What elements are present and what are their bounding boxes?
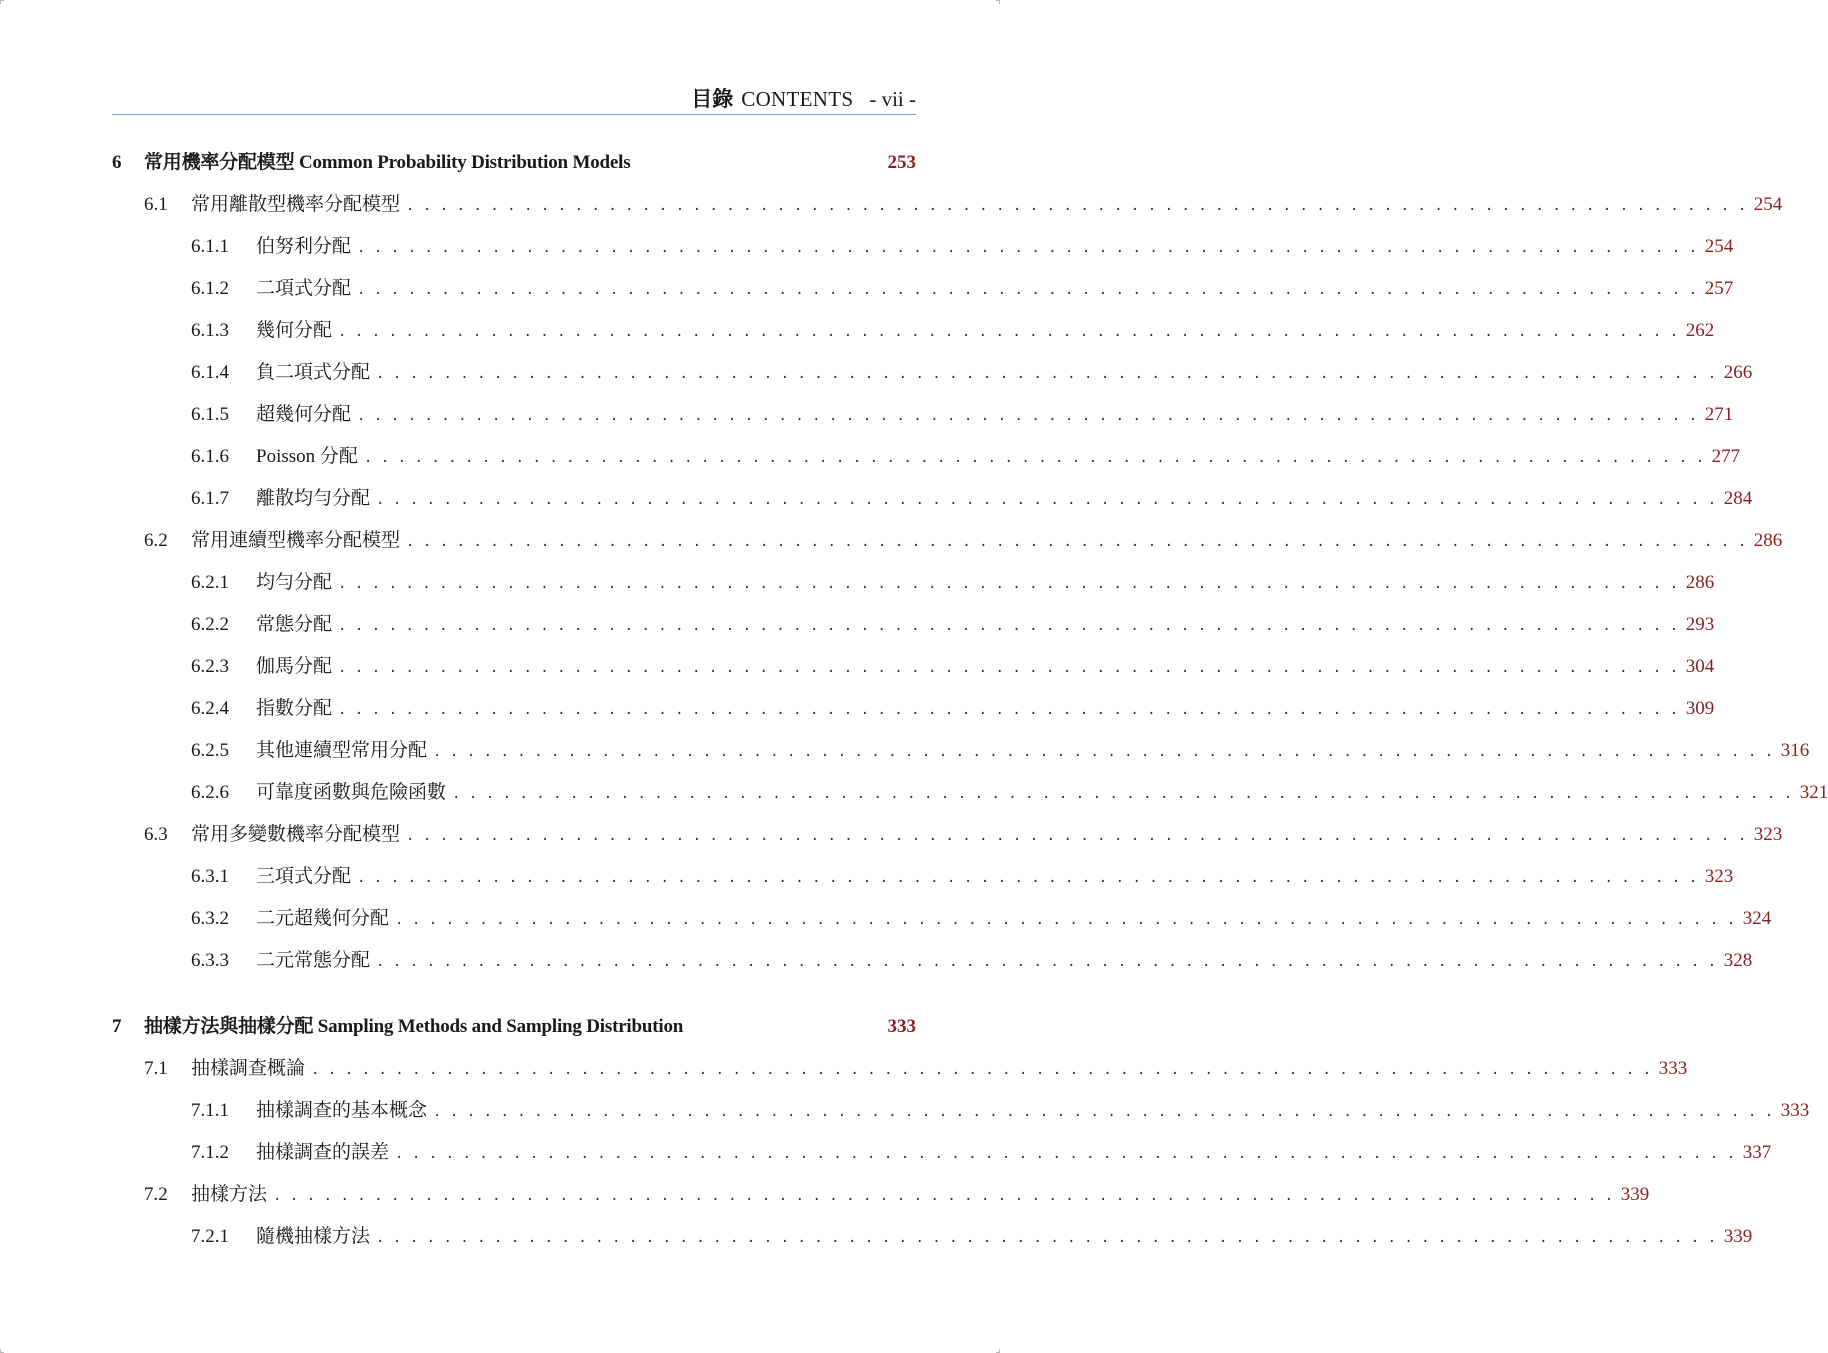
toc-entry-title: 常用多變數機率分配模型 [191,824,401,845]
toc-entry-line [256,359,1753,388]
toc-entry-line [191,191,1783,220]
toc-entry-page-number: 339 [1620,1184,1650,1205]
dot-leader: . . . . . . . . . . . . . . . . . . . . . . . . . . . . . . . . . . . . . . . . . . . . . . . . . . . . . . . . . . . . . . . . . . . . . . . . . . . . . . . . [363,450,1705,466]
toc-entry-number: 7.2 [144,1184,168,1205]
toc-entry-page-number: 266 [1723,362,1753,383]
toc-entry-number: 6.1.2 [191,278,229,299]
toc-entry-title: 負二項式分配 [256,362,371,383]
toc-subsection-entry[interactable] [0,233,1734,261]
toc-subsection-entry[interactable] [0,443,1741,471]
toc-subsection-entry[interactable] [0,947,1753,975]
header-title-en: CONTENTS [741,87,854,111]
toc-section-entry[interactable] [0,1055,1688,1083]
toc-entry-title: 均勻分配 [256,572,333,593]
toc-entry-title: 常態分配 [256,614,333,635]
dot-leader: . . . . . . . . . . . . . . . . . . . . . . . . . . . . . . . . . . . . . . . . . . . . . . . . . . . . . . . . . . . . . . . . . . . . . . . . . . . . . . . . [338,702,1679,718]
toc-entry-page-number: 333 [1780,1100,1810,1121]
toc-entry-number: 6.2.3 [191,656,229,677]
toc-entry-title: 抽樣方法與抽樣分配 Sampling Methods and Sampling Distribution [144,1016,684,1037]
toc-entry-title: 二元超幾何分配 [256,908,390,929]
toc-entry-page-number: 304 [1685,656,1715,677]
dot-leader: . . . . . . . . . . . . . . . . . . . . . . . . . . . . . . . . . . . . . . . . . . . . . . . . . . . . . . . . . . . . . . . . . . . . . . . . . . . . . . . . [395,912,1736,928]
toc-entry-title: 常用離散型機率分配模型 [191,194,401,215]
crop-mark [999,0,1000,4]
toc-entry-line [256,737,1810,766]
toc-entry-line [144,149,916,177]
toc-entry-number: 6.2 [144,530,168,551]
toc-entry-line [256,317,1715,346]
toc-entry-title: 隨機抽樣方法 [256,1226,371,1247]
toc-subsection-entry[interactable] [0,611,1715,639]
toc-entry-title: 抽樣調查的誤差 [256,1142,390,1163]
toc-section-entry[interactable] [0,191,1783,219]
dot-leader: . . . . . . . . . . . . . . . . . . . . . . . . . . . . . . . . . . . . . . . . . . . . . . . . . . . . . . . . . . . . . . . . . . . . . . . . . . . . . . . . [338,660,1679,676]
toc-entry-line [256,947,1753,976]
toc-entry-page-number: 277 [1711,446,1741,467]
running-header [112,86,916,112]
crop-mark [0,1349,1,1353]
toc-entry-line [256,443,1741,472]
toc-entry-line [144,1013,916,1041]
toc-entry-title: 常用連續型機率分配模型 [191,530,401,551]
toc-entry-line [256,695,1715,724]
toc-entry-page-number: 323 [1753,824,1783,845]
toc-section-entry[interactable] [0,821,1783,849]
crop-mark [0,0,1,4]
toc-entry-number: 6.1.5 [191,404,229,425]
dot-leader: . . . . . . . . . . . . . . . . . . . . . . . . . . . . . . . . . . . . . . . . . . . . . . . . . . . . . . . . . . . . . . . . . . . . . . . . . . . . . . . . [338,618,1679,634]
toc-entry-title: 三項式分配 [256,866,352,887]
toc-entry-page-number: 286 [1685,572,1715,593]
toc-entry-line [256,653,1715,682]
toc-entry-page-number: 309 [1685,698,1715,719]
toc-entry-line [256,779,1828,808]
toc-entry-title: 離散均勻分配 [256,488,371,509]
toc-section-entry[interactable] [0,1181,1650,1209]
dot-leader: . . . . . . . . . . . . . . . . . . . . . . . . . . . . . . . . . . . . . . . . . . . . . . . . . . . . . . . . . . . . . . . . . . . . . . . . . . . . . . . . [357,240,1698,256]
toc-entry-number: 6.2.6 [191,782,229,803]
toc-entry-number: 7.1.2 [191,1142,229,1163]
toc-entry-number: 6.3 [144,824,168,845]
toc-entry-number: 6.1.1 [191,236,229,257]
dot-leader: . . . . . . . . . . . . . . . . . . . . . . . . . . . . . . . . . . . . . . . . . . . . . . . . . . . . . . . . . . . . . . . . . . . . . . . . . . . . . . . . [338,324,1679,340]
toc-entry-line [256,569,1715,598]
toc-entry-title: 其他連續型常用分配 [256,740,428,761]
toc-subsection-entry[interactable] [0,1223,1753,1251]
toc-entry-number: 6.2.4 [191,698,229,719]
toc-subsection-entry[interactable] [0,863,1734,891]
toc-entry-number: 6.3.2 [191,908,229,929]
toc-entry-number: 6.1.7 [191,488,229,509]
dot-leader: . . . . . . . . . . . . . . . . . . . . . . . . . . . . . . . . . . . . . . . . . . . . . . . . . . . . . . . . . . . . . . . . . . . . . . . . . . . . . . . . [376,1230,1717,1246]
toc-section-entry[interactable] [0,527,1783,555]
toc-entry-page-number: 324 [1742,908,1772,929]
toc-entry-number: 6.1 [144,194,168,215]
toc-subsection-entry[interactable] [0,401,1734,429]
toc-chapter-entry[interactable] [0,1013,916,1041]
toc-entry-page-number: 328 [1723,950,1753,971]
toc-entry-page-number: 333 [1658,1058,1688,1079]
toc-entry-page-number: 271 [1704,404,1734,425]
dot-leader: . . . . . . . . . . . . . . . . . . . . . . . . . . . . . . . . . . . . . . . . . . . . . . . . . . . . . . . . . . . . . . . . . . . . . . . . . . . . . . . . [376,954,1717,970]
dot-leader: . . . . . . . . . . . . . . . . . . . . . . . . . . . . . . . . . . . . . . . . . . . . . . . . . . . . . . . . . . . . . . . . . . . . . . . . . . . . . . . . [338,576,1679,592]
toc-entry-number: 6.2.5 [191,740,229,761]
toc-subsection-entry[interactable] [0,1097,1810,1125]
toc-entry-page-number: 257 [1704,278,1734,299]
header-title-cn: 目錄 [691,87,734,111]
toc-entry-line [256,905,1772,934]
toc-entry-number: 6.1.6 [191,446,229,467]
toc-entry-page-number: 321 [1799,782,1828,803]
dot-leader: . . . . . . . . . . . . . . . . . . . . . . . . . . . . . . . . . . . . . . . . . . . . . . . . . . . . . . . . . . . . . . . . . . . . . . . . . . . . . . . . [433,744,1774,760]
dot-leader: . . . . . . . . . . . . . . . . . . . . . . . . . . . . . . . . . . . . . . . . . . . . . . . . . . . . . . . . . . . . . . . . . . . . . . . . . . . . . . . . [406,828,1747,844]
dot-leader: . . . . . . . . . . . . . . . . . . . . . . . . . . . . . . . . . . . . . . . . . . . . . . . . . . . . . . . . . . . . . . . . . . . . . . . . . . . . . . . . [452,786,1793,802]
toc-entry-number: 6.2.2 [191,614,229,635]
toc-entry-number: 7.2.1 [191,1226,229,1247]
toc-subsection-entry[interactable] [0,275,1734,303]
toc-entry-title: 伯努利分配 [256,236,352,257]
toc-subsection-entry[interactable] [0,317,1715,345]
toc-entry-page-number: 339 [1723,1226,1753,1247]
toc-subsection-entry[interactable] [0,695,1715,723]
toc-entry-line [256,863,1734,892]
toc-chapter-entry[interactable] [0,149,916,177]
toc-entry-number: 6.1.3 [191,320,229,341]
toc-entry-page-number: 333 [887,1016,916,1037]
toc-entry-number: 6.3.1 [191,866,229,887]
dot-leader: . . . . . . . . . . . . . . . . . . . . . . . . . . . . . . . . . . . . . . . . . . . . . . . . . . . . . . . . . . . . . . . . . . . . . . . . . . . . . . . . [376,366,1717,382]
toc-entry-line [256,485,1753,514]
toc-entry-line [256,275,1734,304]
toc-entry-line [191,1055,1688,1084]
toc-entry-line [256,1223,1753,1252]
toc-entry-line [191,821,1783,850]
dot-leader: . . . . . . . . . . . . . . . . . . . . . . . . . . . . . . . . . . . . . . . . . . . . . . . . . . . . . . . . . . . . . . . . . . . . . . . . . . . . . . . . [406,534,1747,550]
dot-leader: . . . . . . . . . . . . . . . . . . . . . . . . . . . . . . . . . . . . . . . . . . . . . . . . . . . . . . . . . . . . . . . . . . . . . . . . . . . . . . . . [395,1146,1736,1162]
toc-subsection-entry[interactable] [0,905,1772,933]
toc-entry-title: 二元常態分配 [256,950,371,971]
dot-leader: . . . . . . . . . . . . . . . . . . . . . . . . . . . . . . . . . . . . . . . . . . . . . . . . . . . . . . . . . . . . . . . . . . . . . . . . . . . . . . . . [357,408,1698,424]
toc-entry-page-number: 254 [1753,194,1783,215]
toc-entry-page-number: 337 [1742,1142,1772,1163]
dot-leader: . . . . . . . . . . . . . . . . . . . . . . . . . . . . . . . . . . . . . . . . . . . . . . . . . . . . . . . . . . . . . . . . . . . . . . . . . . . . . . . . [433,1104,1774,1120]
toc-entry-page-number: 293 [1685,614,1715,635]
toc-entry-title: 二項式分配 [256,278,352,299]
toc-entry-number: 6 [112,152,122,173]
toc-subsection-entry[interactable] [0,569,1715,597]
toc-entry-title: 指數分配 [256,698,333,719]
toc-subsection-entry[interactable] [0,737,1810,765]
toc-entry-line [256,1097,1810,1126]
toc-entry-title: 抽樣調查的基本概念 [256,1100,428,1121]
toc-entry-title: 超幾何分配 [256,404,352,425]
toc-entry-title: 常用機率分配模型 Common Probability Distribution Models [144,152,631,173]
toc-entry-page-number: 253 [887,152,916,173]
toc-subsection-entry[interactable] [0,779,1828,807]
toc-entry-title: Poisson 分配 [256,446,358,467]
toc-entry-number: 7.1 [144,1058,168,1079]
toc-entry-title: 抽樣調查概論 [191,1058,306,1079]
header-rule [112,114,916,115]
toc-entry-title: 伽馬分配 [256,656,333,677]
crop-mark [999,1349,1000,1353]
toc-entry-number: 6.1.4 [191,362,229,383]
toc-entry-page-number: 262 [1685,320,1715,341]
toc-subsection-entry[interactable] [0,359,1753,387]
toc-entry-line [191,1181,1650,1210]
dot-leader: . . . . . . . . . . . . . . . . . . . . . . . . . . . . . . . . . . . . . . . . . . . . . . . . . . . . . . . . . . . . . . . . . . . . . . . . . . . . . . . . [376,492,1717,508]
dot-leader: . . . . . . . . . . . . . . . . . . . . . . . . . . . . . . . . . . . . . . . . . . . . . . . . . . . . . . . . . . . . . . . . . . . . . . . . . . . . . . . . [311,1062,1652,1078]
dot-leader: . . . . . . . . . . . . . . . . . . . . . . . . . . . . . . . . . . . . . . . . . . . . . . . . . . . . . . . . . . . . . . . . . . . . . . . . . . . . . . . . [357,870,1698,886]
toc-entry-page-number: 284 [1723,488,1753,509]
dot-leader: . . . . . . . . . . . . . . . . . . . . . . . . . . . . . . . . . . . . . . . . . . . . . . . . . . . . . . . . . . . . . . . . . . . . . . . . . . . . . . . . [406,198,1747,214]
header-page-number: - vii - [869,87,916,111]
toc-entry-line [256,611,1715,640]
toc-entry-page-number: 323 [1704,866,1734,887]
toc-subsection-entry[interactable] [0,653,1715,681]
toc-entry-title: 抽樣方法 [191,1184,268,1205]
dot-leader: . . . . . . . . . . . . . . . . . . . . . . . . . . . . . . . . . . . . . . . . . . . . . . . . . . . . . . . . . . . . . . . . . . . . . . . . . . . . . . . . [357,282,1698,298]
toc-entry-line [256,401,1734,430]
toc-entry-line [191,527,1783,556]
toc-entry-title: 可靠度函數與危險函數 [256,782,447,803]
toc-entry-line [256,233,1734,262]
toc-entry-number: 6.2.1 [191,572,229,593]
toc-entry-page-number: 316 [1780,740,1810,761]
toc-entry-number: 6.3.3 [191,950,229,971]
toc-entry-number: 7.1.1 [191,1100,229,1121]
toc-entry-page-number: 254 [1704,236,1734,257]
toc-entry-number: 7 [112,1016,122,1037]
dot-leader: . . . . . . . . . . . . . . . . . . . . . . . . . . . . . . . . . . . . . . . . . . . . . . . . . . . . . . . . . . . . . . . . . . . . . . . . . . . . . . . . [273,1188,1614,1204]
toc-entry-title: 幾何分配 [256,320,333,341]
toc-entry-page-number: 286 [1753,530,1783,551]
toc-subsection-entry[interactable] [0,485,1753,513]
toc-subsection-entry[interactable] [0,1139,1772,1167]
toc-entry-line [256,1139,1772,1168]
